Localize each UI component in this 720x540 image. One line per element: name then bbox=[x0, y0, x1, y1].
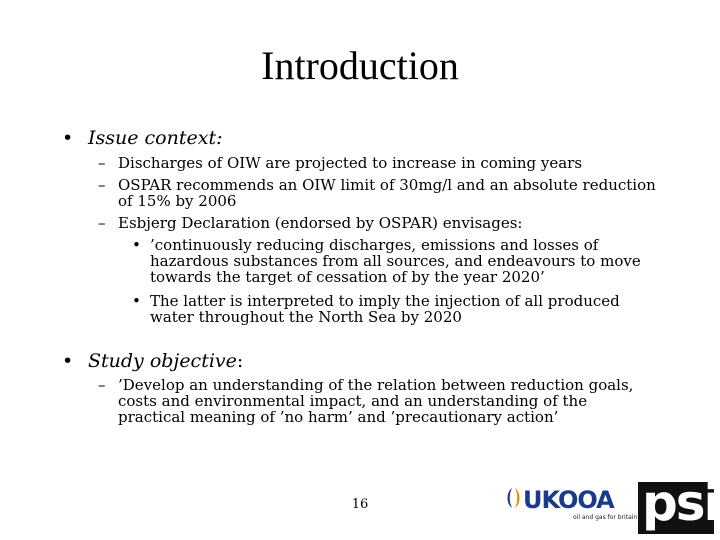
psi-wordmark: psi bbox=[642, 474, 719, 532]
ukooa-tagline: oil and gas for britain bbox=[573, 514, 638, 521]
bullet-icon: • bbox=[62, 127, 74, 149]
bullet-icon: • bbox=[62, 350, 74, 372]
bullet-icon: • bbox=[132, 236, 141, 254]
page-number: 16 bbox=[351, 497, 369, 512]
dash-icon: – bbox=[98, 376, 106, 394]
dash-icon: – bbox=[98, 154, 106, 172]
ukooa-logo bbox=[503, 484, 638, 528]
dash-icon: – bbox=[98, 214, 106, 232]
psi-logo bbox=[638, 474, 719, 534]
section-label: Issue context: bbox=[88, 127, 223, 149]
slide-title: Introduction bbox=[261, 43, 459, 88]
bullet-icon: • bbox=[132, 292, 141, 310]
section-label: Study objective: bbox=[88, 350, 244, 372]
dash-icon: – bbox=[98, 176, 106, 194]
ukooa-wordmark: UKOOA bbox=[523, 486, 614, 514]
